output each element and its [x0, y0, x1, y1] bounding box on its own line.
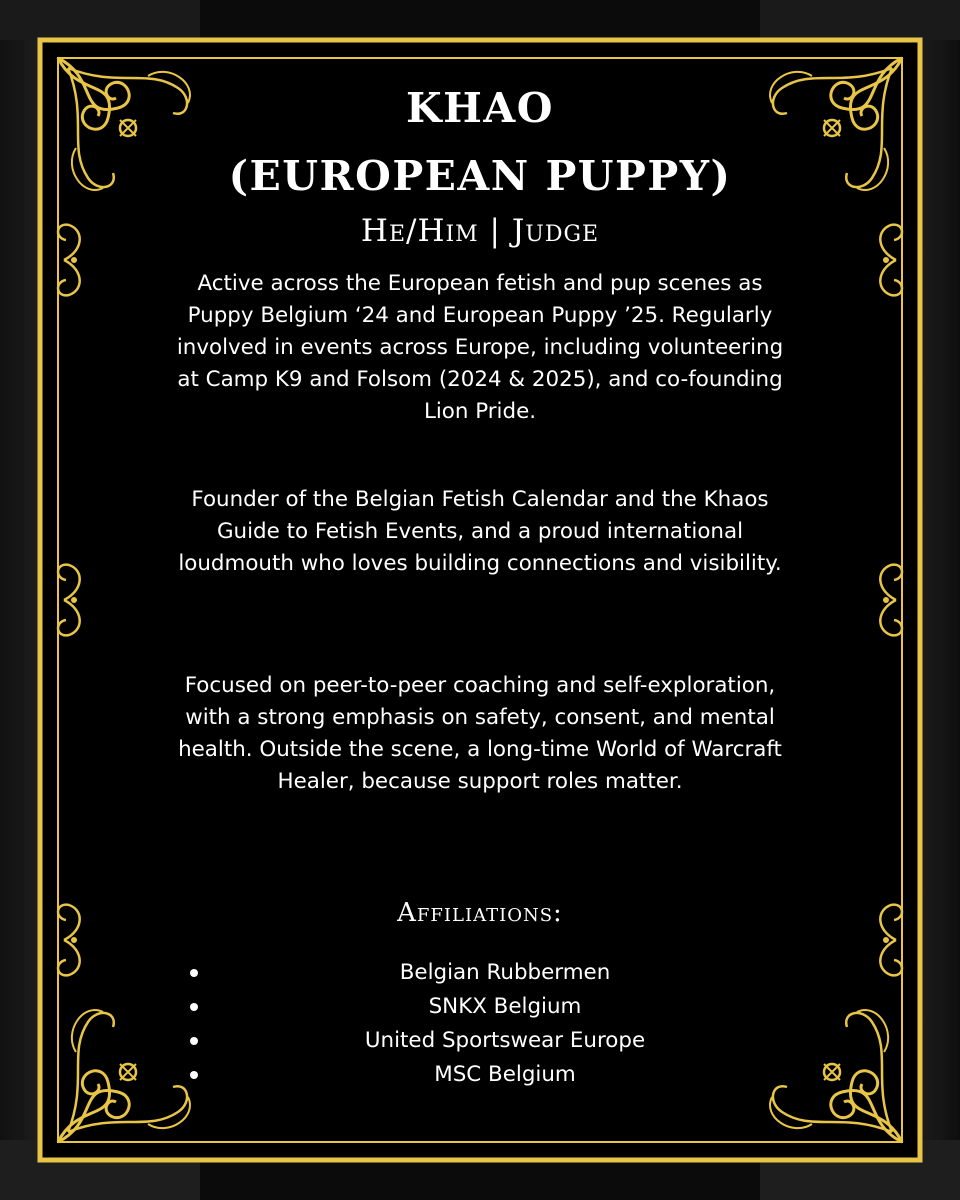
affiliation-label: United Sportswear Europe [364, 1028, 646, 1053]
list-item [190, 956, 820, 990]
bullet-dot-icon [190, 1071, 198, 1079]
affiliations-list [190, 956, 820, 1092]
bio-paragraph-1: Active across the European fetish and pup scenes as Puppy Belgium ‘24 and European Puppy ’25. Regularly involved in events across Europe, including volunteering at Camp K9 and Folsom (2024 & 2025), and co-founding Lion Pride. [176, 271, 784, 424]
bullet-dot-icon [190, 969, 198, 977]
list-item [190, 1024, 820, 1058]
affiliation-label: SNKX Belgium [428, 994, 582, 1019]
list-item [190, 1058, 820, 1092]
title-line-2: (EUROPEAN PUPPY) [228, 152, 732, 200]
affiliations-heading: Affiliations: [397, 898, 563, 928]
bio-paragraph-2: Founder of the Belgian Fetish Calendar and the Khaos Guide to Fetish Events, and a proud international loudmouth who loves building connections and visibility. [178, 487, 782, 576]
affiliation-label: Belgian Rubbermen [399, 960, 611, 985]
bullet-dot-icon [190, 1003, 198, 1011]
affiliation-label: MSC Belgium [434, 1062, 576, 1087]
name-title: KHAO [406, 84, 554, 132]
bullet-dot-icon [190, 1037, 198, 1045]
profile-card [40, 0, 920, 1200]
pronouns-role: He/Him | Judge [360, 213, 600, 249]
list-item [190, 990, 820, 1024]
bio-paragraph-3: Focused on peer-to-peer coaching and self-exploration, with a strong emphasis on safety, consent, and mental health. Outside the scene, a long-time World of Warcraft Healer, because support roles matter. [178, 673, 782, 794]
